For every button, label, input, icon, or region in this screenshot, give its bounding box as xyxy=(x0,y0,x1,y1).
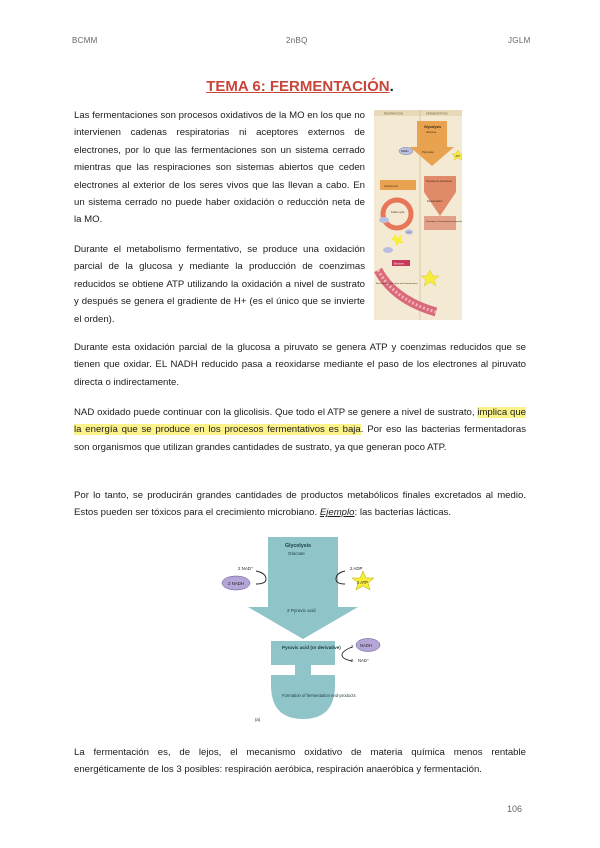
page-title: TEMA 6: FERMENTACIÓN. xyxy=(206,78,394,95)
fig2-q2: 2 xyxy=(351,658,354,663)
fig1-pyruvate-deriv: Pyruvate (or derivatives) xyxy=(426,180,452,183)
fig2-label: (a) xyxy=(255,717,261,722)
fig2-glucose: Glucose xyxy=(288,551,305,556)
fig2-nadh: 2 NADH xyxy=(228,581,245,586)
paragraph-2: Durante el metabolismo fermentativo, se produce una oxidación parcial de la glucosa y mediante la producción de coenzimas reducidos se obtiene ATP utilizando la oxidación a nivel de sustrato y después se genera el gradiente de H+ (es el único que se invierte el orden). xyxy=(74,244,365,325)
respiration-vs-fermentation-figure xyxy=(374,110,462,320)
fig2-q1: 2 xyxy=(351,644,354,649)
fig2-atp: 2 ATP xyxy=(357,580,369,585)
example-label: Ejemplo xyxy=(319,507,355,519)
fig2-glycolysis: Glycolysis xyxy=(285,543,311,549)
paragraph-6: La fermentación es, de lejos, el mecanismo oxidativo de materia química menos rentable energéticamente de los 3 posibles: respiración aeróbica, respiración anaeróbica y fermentación. xyxy=(74,747,526,776)
paragraph-3: Durante esta oxidación parcial de la glucosa a piruvato se genera ATP y coenzimas reducidos que se tienen que oxidar. EL NADH reducido pasa a reoxidarse mediante el paso de los electrones al piruvato directa o indirectamente. xyxy=(74,342,526,388)
fig2-pyruvic: Pyruvic acid (or derivative) xyxy=(282,645,341,650)
fig1-electrons: Electrons xyxy=(394,262,404,266)
fig2-pyruvic-2: 2 Pyruvic acid xyxy=(287,608,316,613)
fig1-atp: ATP xyxy=(455,155,460,158)
fig2-nadplus: NAD⁺ xyxy=(358,658,370,663)
fig2-nadh-small: NADH xyxy=(360,643,372,648)
highlighted-text: implica que la energía que se produce en los procesos fermentativos es baja xyxy=(74,407,526,436)
fig1-glycolysis: Glycolysis xyxy=(424,125,441,129)
header-left: BCMM xyxy=(72,36,98,45)
fig1-ferm-products: Formation of fermentation end-products xyxy=(426,221,462,223)
fig1-krebs: Krebs cycle xyxy=(391,211,405,214)
fig1-col-left: RESPIRATION xyxy=(384,111,403,116)
paragraph-1: Las fermentaciones son procesos oxidativos de la MO en los que no intervienen cadenas respiratorias ni aceptores externos de electrones, por lo que las fermentaciones son un sistema cerrado mientras que las respiraciones son sistemas abiertos que ceden electrones al exterior de los seres vivos que las llevan a cabo. En un sistema cerrado no puede haber oxidación o reducción neta de la MO. xyxy=(74,110,365,226)
fig1-acetyl-coa: Acetyl-CoA xyxy=(384,184,398,188)
fig1-glucose: Glucose xyxy=(426,130,437,134)
fig1-co2: CO₂ xyxy=(407,232,412,234)
fig1-col-right: FERMENTATION xyxy=(426,111,448,116)
fig2-nad-in: 2 NAD⁺ xyxy=(238,566,254,571)
paragraph-4: NAD oxidado puede continuar con la glicolisis. Que todo el ATP se genere a nivel de sustrato, implica que la energía que se produce en los procesos fermentativos es baja. Por eso las bacterias fermentadoras son organismos que utilizan grandes cantidades de sustrato, ya que generan poco ATP. xyxy=(74,407,526,453)
fig2-adp: 2 ADP xyxy=(350,566,363,571)
fig1-nadh: NADH xyxy=(401,150,409,153)
fig2-end-products: Formation of fermentation end-products xyxy=(282,693,356,698)
header-center: 2nBQ xyxy=(286,36,308,45)
fig1-etc: Electron transport chain and chemiosmosis xyxy=(376,283,418,285)
fig1-pyruvate: Pyruvate xyxy=(422,150,434,154)
page-number: 106 xyxy=(506,804,522,814)
fermentation-pathway-figure xyxy=(200,537,400,725)
paragraph-5: Por lo tanto, se producirán grandes cantidades de productos metabólicos finales excretados al medio. Estos pueden ser tóxicos para el crecimiento microbiano. Ejemplo: las bacterias lácticas. xyxy=(74,490,526,519)
header-right: JGLM xyxy=(508,36,531,45)
fig1-fermentation: Fermentation xyxy=(427,200,443,203)
